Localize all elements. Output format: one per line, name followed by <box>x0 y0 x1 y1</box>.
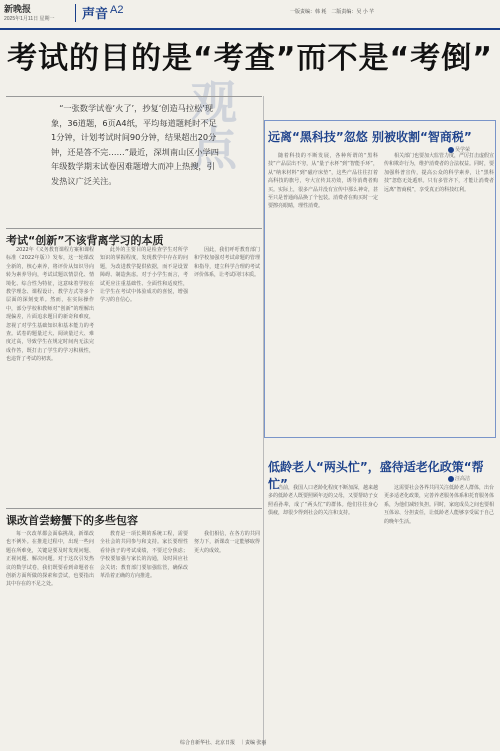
right-headline-2: 低龄老人“两头忙”，盛待适老化政策“帮忙” <box>268 460 484 491</box>
guan-dian-watermark: 观点 <box>184 78 238 170</box>
author-2: 汪高洁 <box>455 476 471 482</box>
page-number: A2 <box>110 4 124 16</box>
article-2-col-3: 我们相信，在各方的共同努力下，新课改一定能够取得更大的成效。 <box>194 531 260 554</box>
footer-credit: 综合自新华社、北京日报 ｜责编 张丽 <box>180 740 267 746</box>
editor-line: 一版责编：韩 耗 二版责编：吴 小 芊 <box>290 9 375 15</box>
article-1-col-1: 2022年《义务教育课程方案和课程标准（2022年版）》发布，这一轮课改全新的，核心素养，将评价从知识导向转为素养导向，考试试题以情景化、情境化、综合性为特征，这意味着学校在教学理念、课程设计、教学方式等多个层面的深刻变革。然而，在实际操作中，部分学校和教师对“创新”的理解出现偏差，片面追求题目的新奇和难度，忽视了对学生基础知识和基本能力的考查。试卷的题量过大、阅读量过大、难度过高，导致学生在规定时间内无法完成作答，既打击了学生的学习积极性，也违背了考试的初衷。 <box>6 247 94 363</box>
section-title: 声音 <box>82 6 109 21</box>
article-1-col-2: 此外的主要目的是检查学生对所学知识的掌握程度，发现教学中存在的问题，为改进教学提供依据，而不是设置障碍、制造焦虑。对于小学生而言，考试更应注重基础性、全面性和适度性，让学生在考试中体验成功的喜悦，增强学习的自信心。 <box>100 247 188 304</box>
article-1-col-3: 因此，我们呼吁教育部门和学校加强对考试命题的管理和指导，建立科学合理的考试评价体系，让考试回归本质。 <box>194 247 260 279</box>
article-3-col-2: 相关部门也要加大监管力度，严厉打击虚假宣传和欺诈行为，维护消费者的合法权益。同时，要加强科普宣传，提高公众的科学素养，让“黑科技”忽悠无处遁形。只有多管齐下，才能让消费者远离“智商税”，享受真正的科技红利。 <box>384 153 494 193</box>
subhead-2: 课改首尝螃蟹下的多些包容 <box>6 508 262 528</box>
subhead-1: 考试“创新”不该背离学习的本质 <box>6 228 262 248</box>
section-divider <box>75 4 76 22</box>
article-4-col-1: 当前，我国人口老龄化程度不断加深，越来越多的低龄老人既要照顾年迈的父母，又要帮助子女照看孙辈，成了“两头忙”的群体。他们往往身心俱疲，却很少得到社会的关注和支持。 <box>268 485 378 517</box>
article-3-col-1: 随着科技的不断发展，各种所谓的“黑科技”产品层出不穷，从“量子水杯”到“智能手环”，从“纳米材料”到“磁疗床垫”，这些产品往往打着高科技的旗号，夸大宣传其功效，诱导消费者购买。实际上，很多产品并没有宣传中那么神奇，甚至只是普通商品换了个包装。消费者在购买时一定要擦亮眼睛，理性消费。 <box>268 153 378 210</box>
right-headline-1: 远离“黑科技”忽悠 别被收割“智商税” <box>268 130 472 144</box>
intro-box <box>6 96 262 214</box>
author-1: 吴学荣 <box>455 147 471 153</box>
author-icon <box>448 476 454 482</box>
paper-name: 新晚报 <box>4 4 32 14</box>
main-headline: 考试的目的是“考查”而不是“考倒” <box>7 41 493 76</box>
article-4-col-2: 这需要社会各界共同关注低龄老人群体，出台更多适老化政策，完善养老服务体系和托育服务体系，为他们减轻负担。同时，家庭成员之间也要相互体谅、分担责任，让低龄老人能够享受属于自己的晚年生活。 <box>384 485 494 525</box>
issue-date: 2025年1月11日 星期一 <box>4 16 55 22</box>
article-2-col-1: 每一次改革都会面临挑战，新课改也不例外。在推进过程中，出现一些问题在所难免，关键是要及时发现问题、正视问题、解决问题。对于这次引发热议的数学试卷，我们既要看到命题者在创新方面所做的探索和尝试，也要指出其中存在的不足之处。 <box>6 531 94 588</box>
article-2-col-2: 教育是一项长期的系统工程，需要全社会的共同参与和支持。家长要理性看待孩子的考试成绩，不要过分焦虑；学校要加强与家长的沟通，及时回应社会关切；教育部门要加强监管，确保改革沿着正确的方向推进。 <box>100 531 188 580</box>
intro-text: “一张数学试卷‘火了’，抄复‘创造马拉松’现象，36道题，6页A4纸，平均每道题耗时不足1分钟，计划考试时间90分钟，结果超出20分钟，还是答不完……”最近，深圳南山区小学四年级数学期末试卷因难题增大而冲上热搜，引发热议广泛关注。 <box>51 103 219 186</box>
